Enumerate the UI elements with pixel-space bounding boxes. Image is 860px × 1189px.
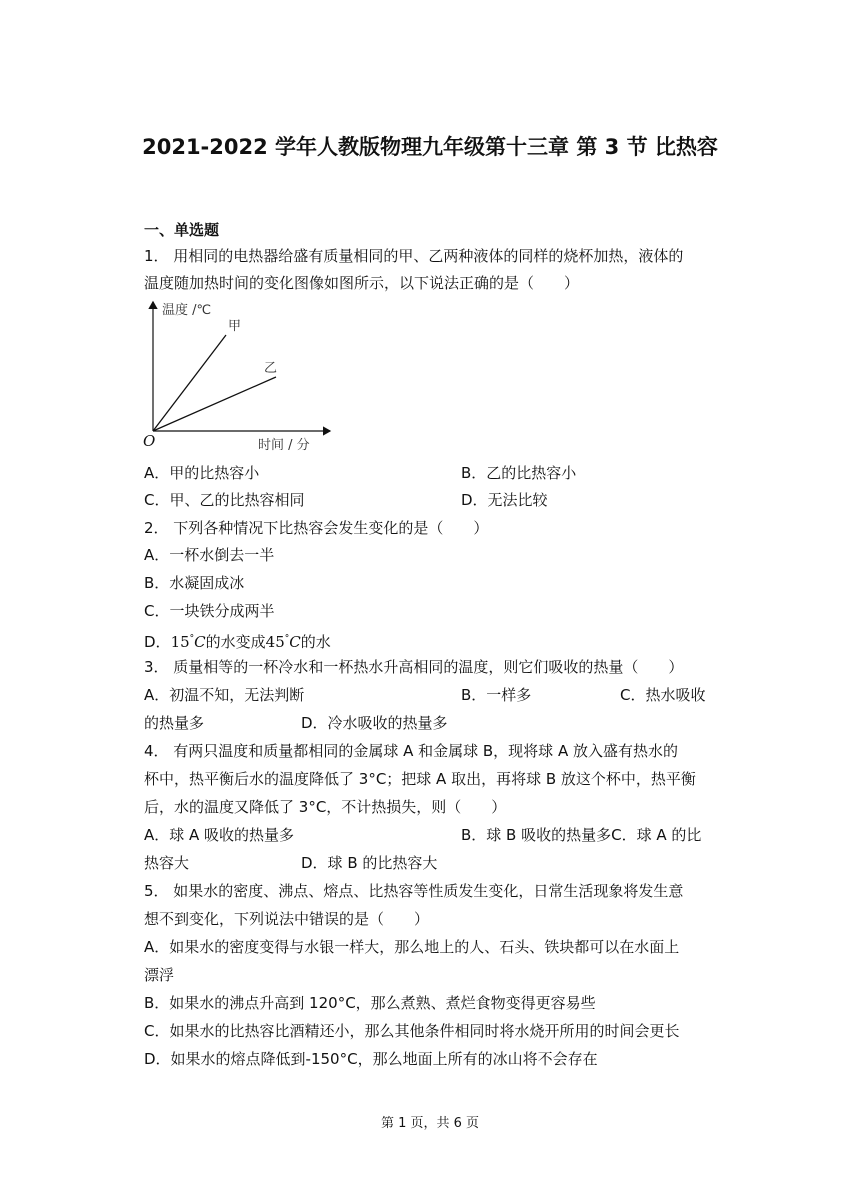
q2-option-d-prefix: D． xyxy=(144,633,171,651)
line-yi-label: 乙 xyxy=(264,361,278,376)
q4-option-b-c: B．球 B 吸收的热量多C．球 A 的比 xyxy=(461,826,702,844)
q3-option-d: D．冷水吸收的热量多 xyxy=(301,714,448,732)
section-heading: 一、单选题 xyxy=(144,221,220,239)
q1-option-a: A．甲的比热容小 xyxy=(144,464,260,482)
page-footer: 第 1 页，共 6 页 xyxy=(380,1116,480,1131)
page-title: 2021-2022 学年人教版物理九年级第十三章 第 3 节 比热容 xyxy=(142,135,718,159)
q2-option-d-suffix: 的水 xyxy=(300,633,331,651)
origin-label: O xyxy=(143,432,156,450)
q4-stem-line-3: 后，水的温度又降低了 3°C，不计热损失，则（ ） xyxy=(144,798,507,816)
q5-option-b: B．如果水的沸点升高到 120°C，那么煮熟、煮烂食物变得更容易些 xyxy=(144,994,596,1012)
q1-option-c: C．甲、乙的比热容相同 xyxy=(144,491,305,509)
q2-option-b: B．水凝固成冰 xyxy=(144,574,245,592)
q1-stem-line-2: 温度随加热时间的变化图像如图所示，以下说法正确的是（ ） xyxy=(144,274,580,292)
q5-option-d: D．如果水的熔点降低到-150°C，那么地面上所有的冰山将不会存在 xyxy=(144,1050,598,1068)
q4-option-c-part2: 热容大 xyxy=(144,854,190,872)
q2-temp-2-unit: C xyxy=(289,633,301,651)
q1-option-b: B．乙的比热容小 xyxy=(461,464,577,482)
y-axis-label: 温度 /℃ xyxy=(162,303,212,318)
temperature-time-graph xyxy=(140,298,340,458)
q4-stem-line-2: 杯中，热平衡后水的温度降低了 3°C；把球 A 取出，再将球 B 放这个杯中，热平衡 xyxy=(144,770,696,788)
q3-option-a: A．初温不知，无法判断 xyxy=(144,686,305,704)
q5-stem-line-2: 想不到变化，下列说法中错误的是（ ） xyxy=(144,910,430,928)
q5-option-a: A．如果水的密度变得与水银一样大，那么地上的人、石头、铁块都可以在水面上 xyxy=(144,938,680,956)
q1-option-d: D．无法比较 xyxy=(461,491,548,509)
q2-temp-1-value: 15 xyxy=(170,633,190,651)
q2-option-d xyxy=(144,629,331,652)
q3-stem: 3． 质量相等的一杯冷水和一杯热水升高相同的温度，则它们吸收的热量（ ） xyxy=(144,658,684,676)
q5-option-c: C．如果水的比热容比酒精还小，那么其他条件相同时将水烧开所用的时间会更长 xyxy=(144,1022,680,1040)
q3-option-c-part2: 的热量多 xyxy=(144,714,205,732)
line-jia xyxy=(153,335,226,431)
q3-option-c-part1: C．热水吸收 xyxy=(620,686,706,704)
q4-stem-line-1: 4． 有两只温度和质量都相同的金属球 A 和金属球 B，现将球 A 放入盛有热水的 xyxy=(144,742,678,760)
line-yi xyxy=(153,377,276,431)
q4-option-d: D．球 B 的比热容大 xyxy=(301,854,438,872)
q5-option-a-cont: 漂浮 xyxy=(144,966,175,984)
q5-stem-line-1: 5． 如果水的密度、沸点、熔点、比热容等性质发生变化，日常生活现象将发生意 xyxy=(144,882,684,900)
q2-option-a: A．一杯水倒去一半 xyxy=(144,546,275,564)
q2-temp-2-degree: ° xyxy=(284,634,290,644)
q2-stem: 2． 下列各种情况下比热容会发生变化的是（ ） xyxy=(144,519,489,537)
q4-option-a: A．球 A 吸收的热量多 xyxy=(144,826,295,844)
q2-option-d-middle: 的水变成 xyxy=(205,633,266,651)
q2-option-c: C．一块铁分成两半 xyxy=(144,602,275,620)
q2-temp-1-degree: ° xyxy=(189,634,195,644)
line-jia-label: 甲 xyxy=(228,319,242,334)
q2-temp-1-unit: C xyxy=(194,633,206,651)
q2-temp-2-value: 45 xyxy=(265,633,285,651)
q1-stem-line-1: 1． 用相同的电热器给盛有质量相同的甲、乙两种液体的同样的烧杯加热，液体的 xyxy=(144,247,684,265)
q3-option-b: B．一样多 xyxy=(461,686,532,704)
x-axis-label: 时间 / 分 xyxy=(258,438,310,453)
